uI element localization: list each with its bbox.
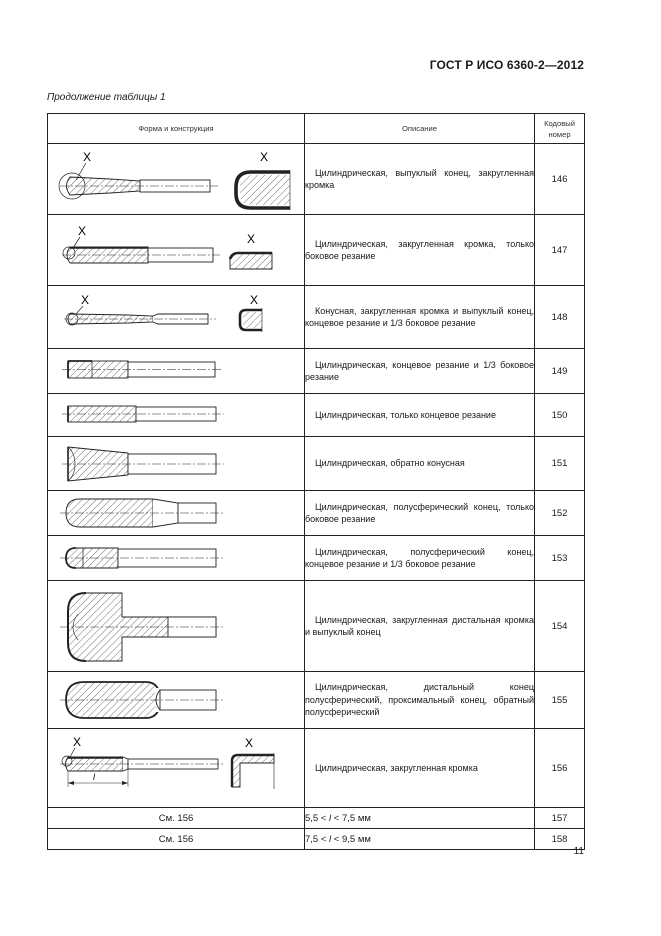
row-code: 153 <box>535 536 585 581</box>
form-reference: См. 156 <box>48 808 305 829</box>
form-cell <box>48 286 305 349</box>
row-description: Конусная, закругленная кромка и выпуклый конец, концевое резание и 1/3 боковое резание <box>305 286 535 349</box>
hemispherical-side-cut-icon <box>48 491 305 535</box>
dimension-label: l <box>93 772 95 782</box>
table-header-row <box>48 114 585 144</box>
detail-label: X <box>247 232 256 246</box>
document-header: ГОСТ Р ИСО 6360-2—2012 <box>429 58 584 72</box>
row-description: Цилиндрическая, выпуклый конец, закругленная кромка <box>305 144 535 215</box>
cylinder-end-cut-icon <box>48 394 305 436</box>
table-row <box>48 829 585 850</box>
row-description: Цилиндрическая, обратно конусная <box>305 437 535 491</box>
col-header-code: Кодовый номер <box>535 114 585 144</box>
table-row <box>48 729 585 808</box>
row-code: 154 <box>535 581 585 672</box>
row-description: Цилиндрическая, полусферический конец, концевое резание и 1/3 боковое резание <box>305 536 535 581</box>
row-code: 148 <box>535 286 585 349</box>
detail-label: X <box>73 735 82 749</box>
form-cell <box>48 729 305 808</box>
row-description: Цилиндрическая, концевое резание и 1/3 боковое резание <box>305 349 535 394</box>
detail-label: X <box>81 293 90 307</box>
form-cell <box>48 581 305 672</box>
large-head-rounded-distal-edge-icon <box>48 581 305 671</box>
form-cell <box>48 144 305 215</box>
shank-rounded-edge-side-cut-icon <box>48 215 305 285</box>
table-row <box>48 394 585 437</box>
row-description: 5,5 < l < 7,5 мм <box>305 808 535 829</box>
table-caption: Продолжение таблицы 1 <box>47 92 166 103</box>
row-code: 149 <box>535 349 585 394</box>
form-cell <box>48 491 305 536</box>
hemispherical-end-cut-icon <box>48 536 305 580</box>
shank-rounded-edge-convex-end-icon <box>48 144 305 214</box>
table-row <box>48 672 585 729</box>
row-description: Цилиндрическая, полусферический конец, только боковое резание <box>305 491 535 536</box>
table-row <box>48 437 585 491</box>
row-code: 146 <box>535 144 585 215</box>
form-cell <box>48 536 305 581</box>
row-description: Цилиндрическая, дистальный конец полусферический, проксимальный конец, обратный полусферический <box>305 672 535 729</box>
row-description: Цилиндрическая, закругленная кромка, только боковое резание <box>305 215 535 286</box>
form-cell <box>48 672 305 729</box>
cylinder-end-cut-third-side-icon <box>48 349 305 393</box>
page-number: 11 <box>573 846 584 857</box>
col-header-description: Описание <box>305 114 535 144</box>
detail-label: X <box>250 293 259 307</box>
inverted-cone-icon <box>48 437 305 490</box>
form-cell <box>48 394 305 437</box>
detail-label: X <box>245 736 254 750</box>
rounded-edge-length-icon <box>48 729 305 807</box>
row-description: Цилиндрическая, только концевое резание <box>305 394 535 437</box>
row-code: 152 <box>535 491 585 536</box>
table-row <box>48 808 585 829</box>
form-cell <box>48 437 305 491</box>
table-row <box>48 349 585 394</box>
spec-table <box>47 113 585 850</box>
row-description: Цилиндрическая, закругленная кромка <box>305 729 535 808</box>
table-row <box>48 581 585 672</box>
form-cell <box>48 215 305 286</box>
form-reference: См. 156 <box>48 829 305 850</box>
detail-label: X <box>78 224 87 238</box>
row-code: 147 <box>535 215 585 286</box>
table-row <box>48 215 585 286</box>
table-row <box>48 491 585 536</box>
conical-rounded-edge-icon <box>48 286 305 348</box>
row-code: 150 <box>535 394 585 437</box>
row-code: 155 <box>535 672 585 729</box>
detail-label: X <box>260 150 269 164</box>
table-row <box>48 536 585 581</box>
form-cell <box>48 349 305 394</box>
double-hemispherical-icon <box>48 672 305 728</box>
row-code: 158 <box>535 829 585 850</box>
row-code: 156 <box>535 729 585 808</box>
detail-label: X <box>83 150 92 164</box>
row-description: 7,5 < l < 9,5 мм <box>305 829 535 850</box>
row-code: 151 <box>535 437 585 491</box>
table-row <box>48 144 585 215</box>
row-description: Цилиндрическая, закругленная дистальная кромка и выпуклый конец <box>305 581 535 672</box>
table-row <box>48 286 585 349</box>
col-header-form: Форма и конструкция <box>48 114 305 144</box>
row-code: 157 <box>535 808 585 829</box>
